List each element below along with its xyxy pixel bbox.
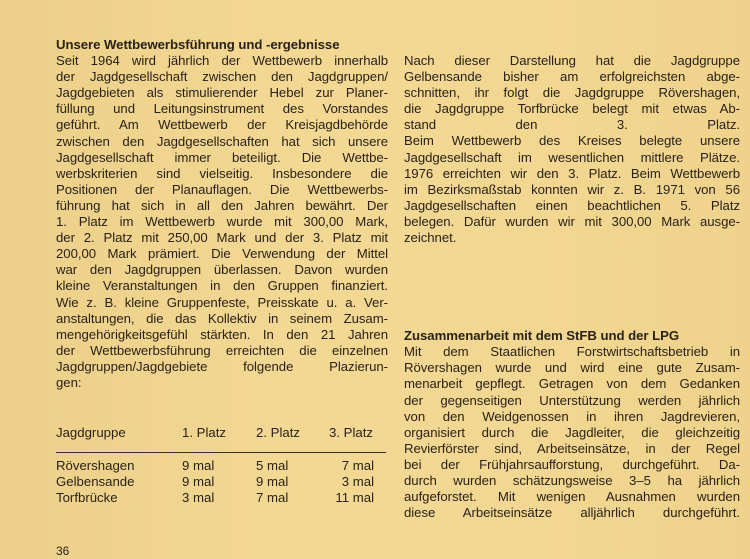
section-heading-cooperation: Zusammenarbeit mit dem StFB und der LPG	[404, 328, 680, 344]
text-line: zwischen den Jagdgesellschaften hat sich unsere	[56, 133, 388, 149]
text-line: anstaltungen, die das Kollektiv in seinem Zusam-	[56, 310, 388, 326]
cell-platz-3: 7 mal	[341, 458, 374, 473]
text-line: diese Arbeitseinsätze alljährlich durchgeführt.	[404, 505, 740, 521]
text-line: Jagdgebieten als stimulierender Hebel zur Planer-	[56, 85, 388, 101]
text-line: aufgeforstet. Mit wenigen Ausnahmen wurden	[404, 489, 740, 505]
text-line: kleine Veranstaltungen in den Gruppen finanziert.	[56, 278, 388, 294]
text-line: 200,00 Mark prämiert. Die Verwendung der Mittel	[56, 246, 388, 262]
text-line: füllung und Leitungsinstrument des Vorstandes	[56, 101, 388, 117]
text-line: der Jagdgesellschaft zwischen den Jagdgruppen/	[56, 69, 388, 85]
text-line: von den Weidgenossen in ihren Jagdrevieren,	[404, 408, 740, 424]
header-jagdgruppe: Jagdgruppe	[56, 425, 126, 440]
paragraph-gap	[404, 246, 740, 328]
table-row	[56, 490, 386, 506]
text-line: der 2. Platz mit 250,00 Mark und der 3. Platz mit	[56, 230, 388, 246]
right-paragraph-2	[404, 344, 740, 521]
ranking-header-row	[56, 425, 386, 447]
left-column	[56, 37, 388, 391]
text-line: Positionen der Planauflagen. Die Wettbewerbs-	[56, 181, 388, 197]
text-line: war den Jagdgruppen überlassen. Davon wurden	[56, 262, 388, 278]
text-line: schnitten, ihr folgt die Jagdgruppe Rövershagen,	[404, 85, 740, 101]
header-platz-1: 1. Platz	[182, 425, 226, 440]
text-line: stand den 3. Platz.	[404, 117, 740, 133]
text-line: organisiert durch die Jagdleiter, die gleichzeitig	[404, 424, 740, 440]
text-line: durch wurden schätzungsweise 3–5 ha jährlich	[404, 472, 740, 488]
cell-platz-2: 7 mal	[256, 490, 289, 505]
cell-platz-1: 9 mal	[182, 474, 215, 489]
text-line: Wie z. B. kleine Gruppenfeste, Preisskate u. a. Ver-	[56, 294, 388, 310]
header-platz-3: 3. Platz	[329, 425, 373, 440]
text-line: Mit dem Staatlichen Forstwirtschaftsbetrieb in	[404, 344, 740, 360]
text-line: Seit 1964 wird jährlich der Wettbewerb innerhalb	[56, 53, 388, 69]
cell-platz-3: 3 mal	[341, 474, 374, 489]
ranking-body	[56, 458, 386, 506]
text-line: Jagdgesellschaft immer beteiligt. Die Wettbe-	[56, 149, 388, 165]
cell-group: Rövershagen	[56, 458, 135, 473]
cell-platz-2: 5 mal	[256, 458, 289, 473]
text-line: Beim Wettbewerb des Kreises belegte unsere	[404, 133, 740, 149]
cell-platz-2: 9 mal	[256, 474, 289, 489]
text-line: Jagdgesellschaften einen beachtlichen 5. Platz	[404, 197, 740, 213]
text-line: belegen. Dafür wurden wir mit 300,00 Mark ausge-	[404, 213, 740, 229]
right-column	[404, 53, 740, 521]
text-line: Gelbensande bisher am erfolgreichsten abge-	[404, 69, 740, 85]
text-line: mengehörigkeitsgefühl stärkten. In den 21 Jahren	[56, 326, 388, 342]
text-line: Nach dieser Darstellung hat die Jagdgruppe	[404, 53, 740, 68]
text-line: 1976 erreichten wir den 3. Platz. Beim Wettbewerb	[404, 165, 740, 181]
cell-platz-3: 11 mal	[335, 490, 374, 505]
text-line: Jagdgruppen/Jagdgebiete folgende Plazierun-	[56, 358, 388, 374]
cell-platz-1: 9 mal	[182, 458, 215, 473]
text-line: zeichnet.	[404, 230, 457, 246]
cell-group: Gelbensande	[56, 474, 135, 489]
header-platz-2: 2. Platz	[256, 425, 300, 440]
text-line: 1. Platz im Wettbewerb wurde mit 300,00 Mark,	[56, 214, 388, 230]
text-line: gen:	[56, 374, 82, 390]
text-line: die Jagdgruppe Torfbrücke belegt mit etwas Ab-	[404, 101, 740, 117]
text-line: im Bezirksmaßstab konnten wir z. B. 1971 von 56	[404, 181, 740, 197]
text-line: geführt. Am Wettbewerb der Kreisjagdbehörde	[56, 117, 388, 133]
text-line: Revierförster sind, Arbeitseinsätze, in der Regel	[404, 440, 740, 456]
section-heading-competition: Unsere Wettbewerbsführung und -ergebnisse	[56, 37, 340, 52]
text-line: führung hat sich in all den Jahren bewährt. Der	[56, 197, 388, 213]
left-paragraph	[56, 53, 388, 391]
right-paragraph-1	[404, 53, 740, 246]
text-line: der Wettbewerbsführung erreichten die einzelnen	[56, 342, 388, 358]
text-line: der gegenseitigen Unterstützung werden jährlich	[404, 392, 740, 408]
table-rule	[56, 452, 386, 453]
ranking-table	[56, 425, 386, 505]
text-line: bei der Frühjahrsaufforstung, durchgeführt. Da-	[404, 456, 740, 472]
text-line: werbskriterien sind vielseitig. Insbesondere die	[56, 165, 388, 181]
text-line: menarbeit gepflegt. Getragen von dem Gedanken	[404, 376, 740, 392]
text-line: Rövershagen wurde und wird eine gute Zusam-	[404, 360, 740, 376]
page-number: 36	[56, 544, 70, 558]
table-row	[56, 458, 386, 474]
cell-platz-1: 3 mal	[182, 490, 215, 505]
text-line: Jagdgesellschaft im wesentlichen mittlere Plätze.	[404, 149, 740, 165]
table-row	[56, 474, 386, 490]
cell-group: Torfbrücke	[56, 490, 118, 505]
